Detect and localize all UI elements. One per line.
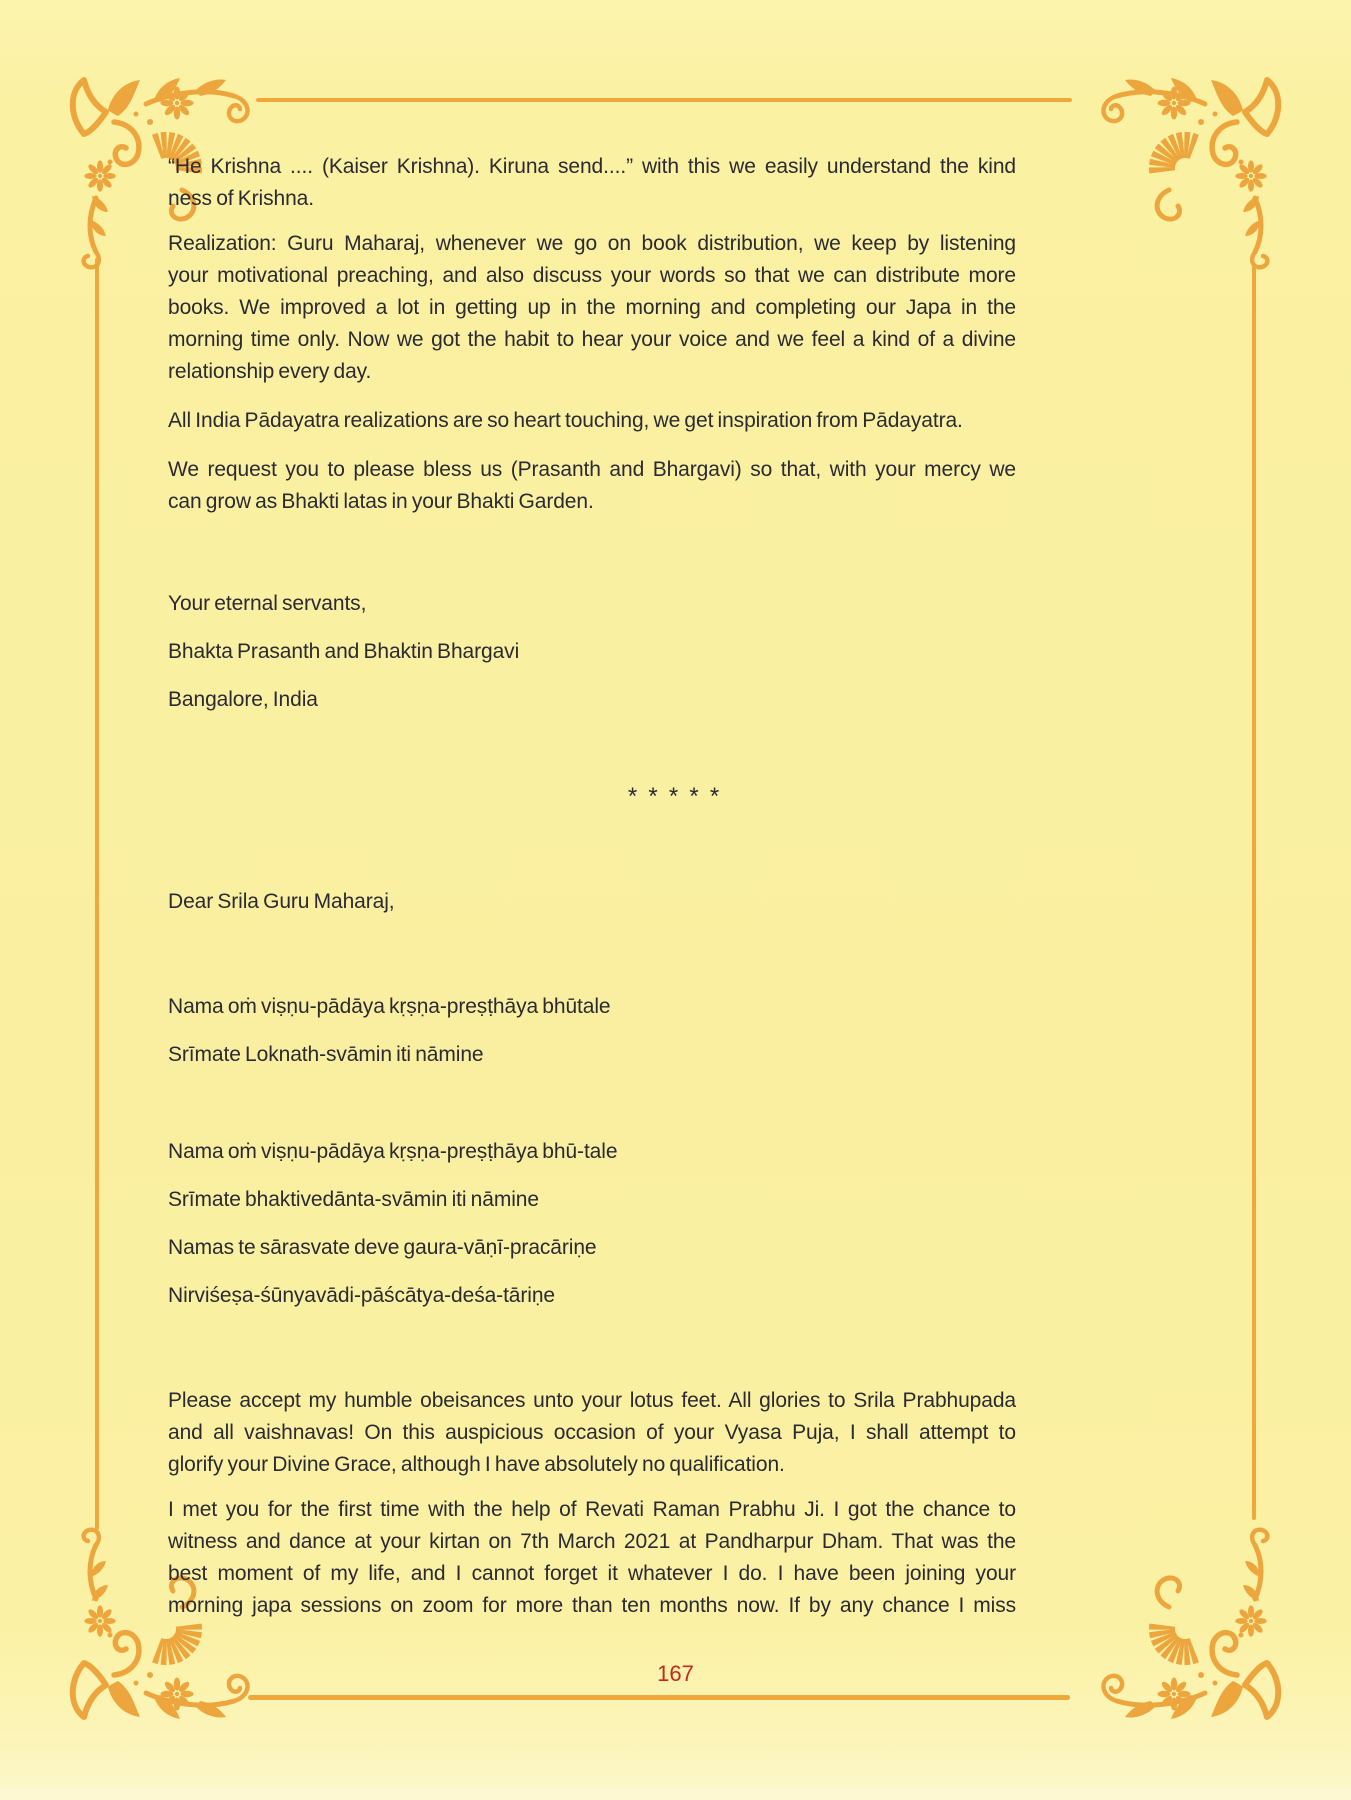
verse-line: Nama oṁ viṣṇu-pādāya kṛṣṇa-preṣṭhāya bhū-tale	[168, 1140, 618, 1163]
corner-flourish-icon	[1089, 70, 1289, 270]
page-number: 167	[657, 1661, 694, 1686]
paragraph-line: best moment of my life, and I cannot forget it whatever I do. I have been joining your	[168, 1562, 1016, 1585]
section-separator: * * * * *	[627, 783, 723, 810]
paragraph-line: Please accept my humble obeisances unto your lotus feet. All glories to Srila Prabhupada	[168, 1389, 1016, 1412]
verse-line: Srīmate Loknath-svāmin iti nāmine	[168, 1043, 484, 1066]
verse-line: Srīmate bhaktivedānta-svāmin iti nāmine	[168, 1188, 539, 1211]
letter1-signoff: Your eternal servants,	[168, 592, 367, 615]
page-edge	[0, 1788, 1351, 1800]
paragraph-line: “He Krishna .... (Kaiser Krishna). Kiruna send....” with this we easily understand the kind	[168, 155, 1016, 178]
letter1-location: Bangalore, India	[168, 688, 318, 711]
page-border-bottom	[248, 1695, 1070, 1700]
paragraph-line: can grow as Bhakti latas in your Bhakti Garden.	[168, 490, 594, 513]
page-border-left	[95, 258, 99, 1530]
paragraph-line: morning time only. Now we got the habit to hear your voice and we feel a kind of a divine	[168, 328, 1016, 351]
letter1-signature: Bhakta Prasanth and Bhaktin Bhargavi	[168, 640, 520, 663]
letter2-paragraph-first-meeting	[168, 1494, 1016, 1622]
corner-flourish-icon	[1089, 1527, 1289, 1727]
paragraph-line: morning japa sessions on zoom for more than ten months now. If by any chance I miss	[168, 1594, 1016, 1617]
paragraph-line: All India Pādayatra realizations are so heart touching, we get inspiration from Pādayatra.	[168, 409, 963, 432]
letter1-paragraph-request	[168, 454, 1016, 518]
paragraph-line: books. We improved a lot in getting up in the morning and completing our Japa in the	[168, 296, 1016, 319]
letter1-paragraph-padayatra	[168, 405, 1016, 437]
letter-text-column	[168, 0, 1016, 1622]
page-border-right	[1252, 266, 1256, 1520]
letter2-paragraph-obeisances	[168, 1385, 1016, 1481]
paragraph-line: I met you for the first time with the help of Revati Raman Prabhu Ji. I got the chance to	[168, 1498, 1016, 1521]
letter1-paragraph-quote	[168, 151, 1016, 215]
paragraph-line: We request you to please bless us (Prasanth and Bhargavi) so that, with your mercy we	[168, 458, 1016, 481]
verse-line: Nirviśeṣa-śūnyavādi-pāścātya-deśa-tāriṇe	[168, 1284, 556, 1307]
verse-line: Namas te sārasvate deve gaura-vāṇī-pracāriṇe	[168, 1236, 597, 1259]
verse-line: Nama oṁ viṣṇu-pādāya kṛṣṇa-preṣṭhāya bhūtale	[168, 995, 611, 1018]
paragraph-line: ness of Krishna.	[168, 187, 314, 210]
paragraph-line: your motivational preaching, and also discuss your words so that we can distribute more	[168, 264, 1016, 287]
letter1-paragraph-realization	[168, 228, 1016, 388]
letter2-salutation: Dear Srila Guru Maharaj,	[168, 890, 395, 913]
paragraph-line: witness and dance at your kirtan on 7th March 2021 at Pandharpur Dham. That was the	[168, 1530, 1016, 1553]
paragraph-line: and all vaishnavas! On this auspicious occasion of your Vyasa Puja, I shall attempt to	[168, 1421, 1016, 1444]
paragraph-line: relationship every day.	[168, 360, 372, 383]
paragraph-line: Realization: Guru Maharaj, whenever we go on book distribution, we keep by listening	[168, 232, 1016, 255]
paragraph-line: glorify your Divine Grace, although I have absolutely no qualification.	[168, 1453, 785, 1476]
